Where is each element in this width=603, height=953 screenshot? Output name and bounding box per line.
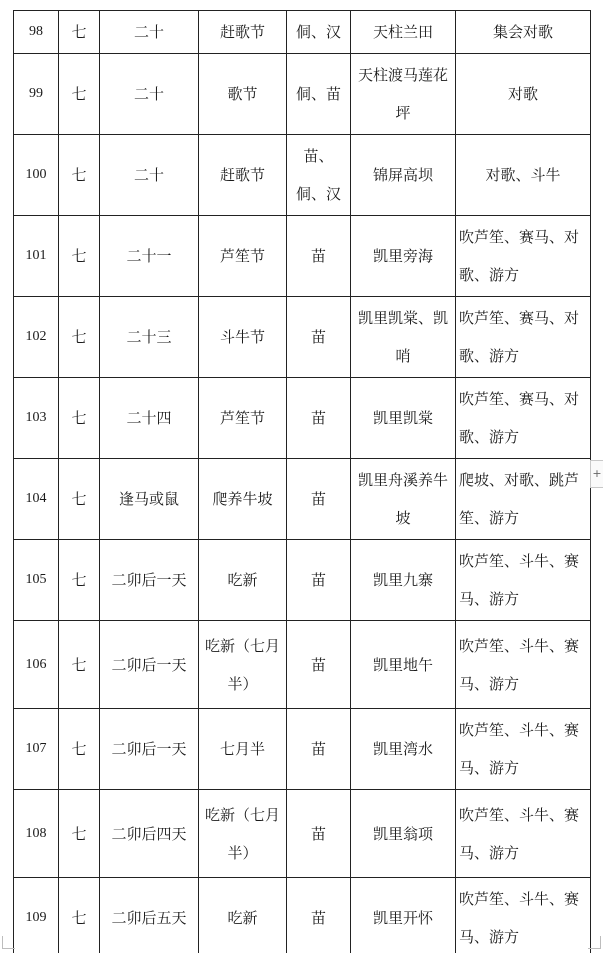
- cell-place: 天柱兰田: [351, 11, 456, 54]
- cell-day: 二十: [100, 11, 199, 54]
- table-row: [14, 459, 591, 540]
- add-table-row-handle[interactable]: +: [590, 460, 603, 488]
- crop-mark-bottom-right: [588, 936, 601, 949]
- cell-day: 二卯后五天: [100, 878, 199, 953]
- cell-ethnic: 苗: [287, 540, 351, 621]
- cell-festival: 吃新: [199, 540, 287, 621]
- cell-activities: 吹芦笙、斗牛、赛马、游方: [456, 790, 591, 878]
- cell-ethnic: 苗: [287, 709, 351, 790]
- cell-month: 七: [59, 11, 100, 54]
- cell-day: 二十一: [100, 216, 199, 297]
- cell-festival: 爬养牛坡: [199, 459, 287, 540]
- cell-month: 七: [59, 540, 100, 621]
- cell-ethnic: 侗、汉: [287, 11, 351, 54]
- cell-ethnic: 苗: [287, 216, 351, 297]
- cell-place: 凯里凯棠、凯哨: [351, 297, 456, 378]
- cell-place: 凯里翁项: [351, 790, 456, 878]
- table-row: [14, 297, 591, 378]
- cell-month: 七: [59, 297, 100, 378]
- cell-number: 109: [14, 878, 59, 953]
- cell-number: 106: [14, 621, 59, 709]
- cell-number: 100: [14, 135, 59, 216]
- cell-festival: 斗牛节: [199, 297, 287, 378]
- cell-day: 二卯后一天: [100, 709, 199, 790]
- cell-number: 102: [14, 297, 59, 378]
- cell-ethnic: 苗: [287, 621, 351, 709]
- cell-place: 凯里九寨: [351, 540, 456, 621]
- cell-number: 108: [14, 790, 59, 878]
- cell-month: 七: [59, 709, 100, 790]
- cell-place: 天柱渡马莲花坪: [351, 54, 456, 135]
- cell-festival: 吃新（七月半）: [199, 790, 287, 878]
- cell-festival: 歌节: [199, 54, 287, 135]
- table-row: [14, 216, 591, 297]
- cell-festival: 吃新: [199, 878, 287, 953]
- table-row: [14, 790, 591, 878]
- crop-mark-bottom-left: [2, 936, 15, 949]
- cell-number: 105: [14, 540, 59, 621]
- cell-ethnic: 苗: [287, 378, 351, 459]
- cell-number: 101: [14, 216, 59, 297]
- cell-festival: 七月半: [199, 709, 287, 790]
- cell-place: 凯里地午: [351, 621, 456, 709]
- cell-ethnic: 苗: [287, 459, 351, 540]
- cell-day: 二十: [100, 54, 199, 135]
- cell-day: 二十: [100, 135, 199, 216]
- cell-activities: 吹芦笙、斗牛、赛马、游方: [456, 540, 591, 621]
- cell-day: 二卯后一天: [100, 540, 199, 621]
- cell-activities: 吹芦笙、赛马、对歌、游方: [456, 378, 591, 459]
- cell-ethnic: 侗、苗: [287, 54, 351, 135]
- cell-festival: 赶歌节: [199, 135, 287, 216]
- cell-activities: 对歌: [456, 54, 591, 135]
- festival-table: [13, 10, 591, 953]
- cell-activities: 吹芦笙、斗牛、赛马、游方: [456, 621, 591, 709]
- table-row: [14, 378, 591, 459]
- cell-activities: 吹芦笙、赛马、对歌、游方: [456, 297, 591, 378]
- cell-festival: 赶歌节: [199, 11, 287, 54]
- cell-day: 二卯后一天: [100, 621, 199, 709]
- cell-activities: 吹芦笙、斗牛、赛马、游方: [456, 878, 591, 953]
- cell-month: 七: [59, 135, 100, 216]
- cell-ethnic: 苗: [287, 790, 351, 878]
- cell-month: 七: [59, 621, 100, 709]
- table-row: [14, 54, 591, 135]
- cell-place: 凯里凯棠: [351, 378, 456, 459]
- cell-place: 凯里湾水: [351, 709, 456, 790]
- cell-number: 104: [14, 459, 59, 540]
- cell-number: 103: [14, 378, 59, 459]
- cell-day: 二十三: [100, 297, 199, 378]
- cell-month: 七: [59, 790, 100, 878]
- cell-place: 锦屏高坝: [351, 135, 456, 216]
- cell-activities: 吹芦笙、斗牛、赛马、游方: [456, 709, 591, 790]
- cell-day: 二十四: [100, 378, 199, 459]
- cell-month: 七: [59, 459, 100, 540]
- cell-activities: 集会对歌: [456, 11, 591, 54]
- cell-month: 七: [59, 378, 100, 459]
- cell-place: 凯里舟溪养牛坡: [351, 459, 456, 540]
- cell-festival: 吃新（七月半）: [199, 621, 287, 709]
- cell-activities: 爬坡、对歌、跳芦笙、游方: [456, 459, 591, 540]
- cell-month: 七: [59, 216, 100, 297]
- table-row: [14, 878, 591, 953]
- cell-festival: 芦笙节: [199, 216, 287, 297]
- cell-place: 凯里旁海: [351, 216, 456, 297]
- cell-day: 二卯后四天: [100, 790, 199, 878]
- cell-ethnic: 苗、侗、汉: [287, 135, 351, 216]
- cell-number: 98: [14, 11, 59, 54]
- cell-day: 逢马或鼠: [100, 459, 199, 540]
- cell-number: 107: [14, 709, 59, 790]
- cell-activities: 吹芦笙、赛马、对歌、游方: [456, 216, 591, 297]
- table-row: [14, 709, 591, 790]
- cell-month: 七: [59, 54, 100, 135]
- cell-month: 七: [59, 878, 100, 953]
- cell-place: 凯里开怀: [351, 878, 456, 953]
- cell-ethnic: 苗: [287, 297, 351, 378]
- table-row: [14, 621, 591, 709]
- table-row: [14, 540, 591, 621]
- cell-activities: 对歌、斗牛: [456, 135, 591, 216]
- table-row: [14, 11, 591, 54]
- cell-number: 99: [14, 54, 59, 135]
- cell-festival: 芦笙节: [199, 378, 287, 459]
- table-row: [14, 135, 591, 216]
- cell-ethnic: 苗: [287, 878, 351, 953]
